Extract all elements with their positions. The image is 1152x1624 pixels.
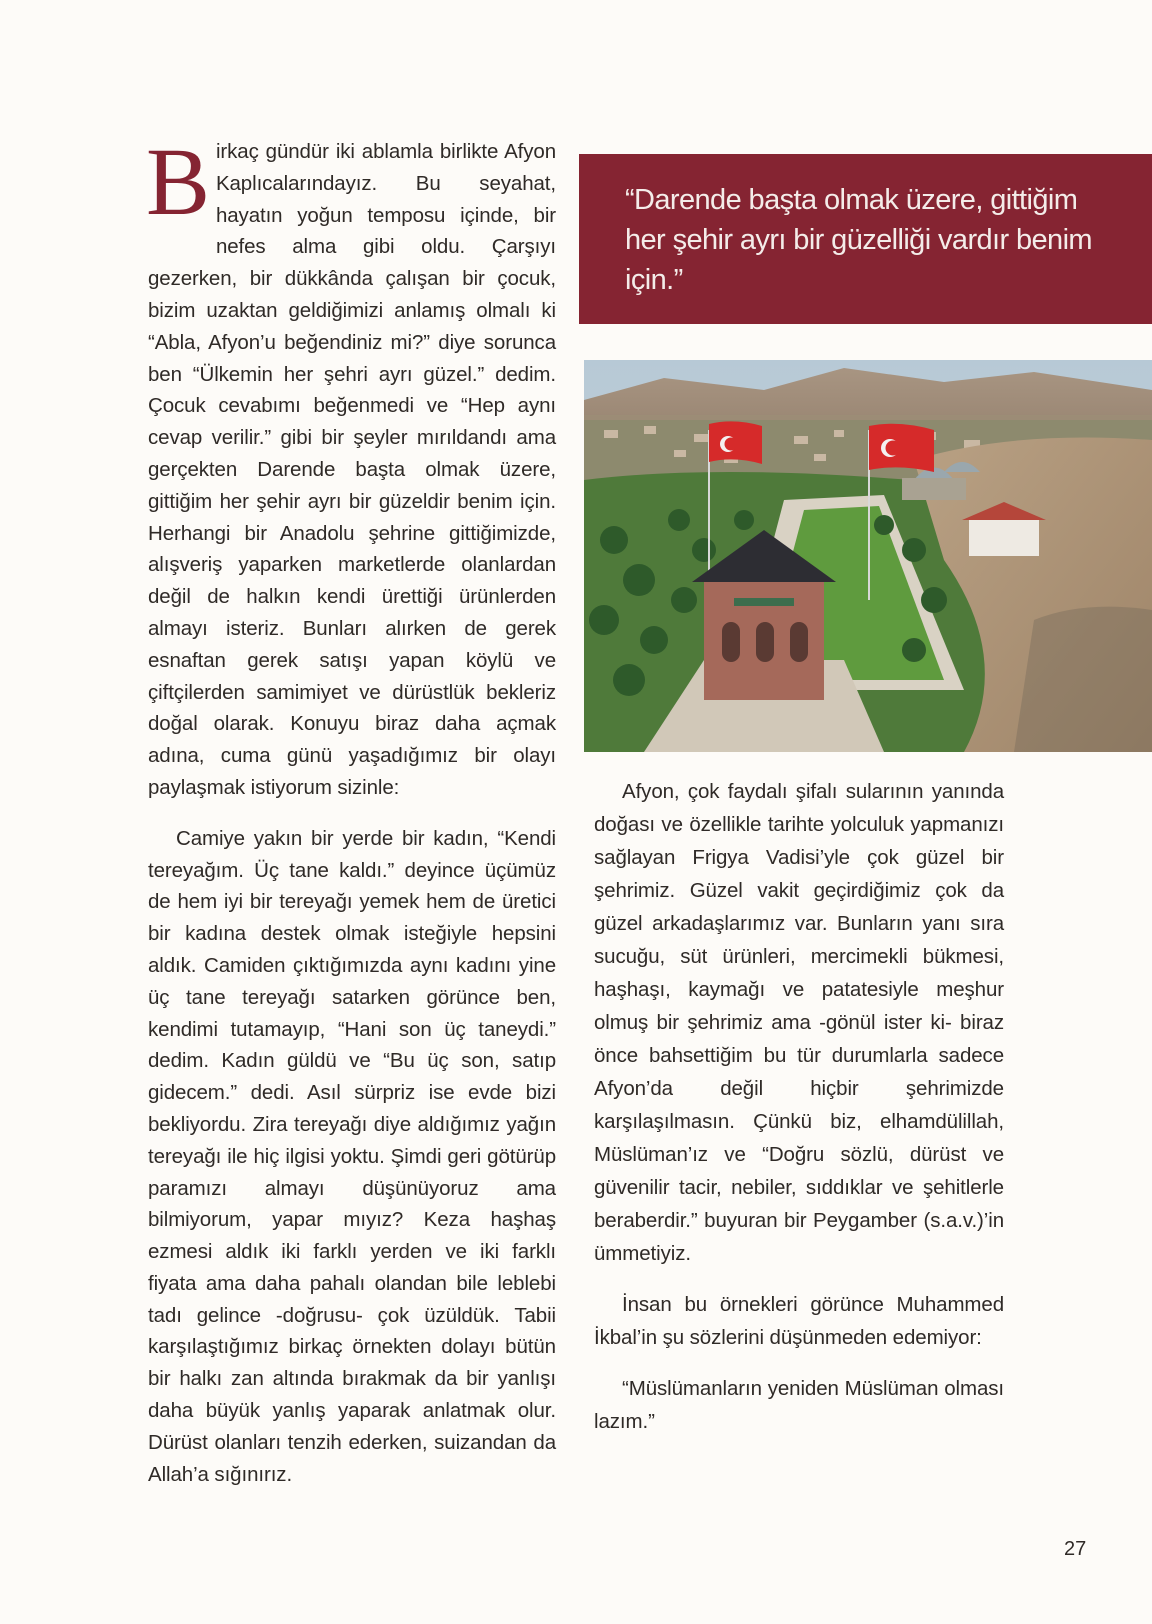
aerial-photo-tomb-complex bbox=[584, 360, 1152, 752]
pull-quote: “Darende başta olmak üzere, gittiğim her şehir ayrı bir güzelliği vardır benim için.” bbox=[625, 184, 1092, 296]
article-paragraph-2: Camiye yakın bir yerde bir kadın, “Kendi tereyağım. Üç tane kaldı.” deyince üçümüz de hem iyi bir tereyağı yemek hem de üretici bir kadına destek olmak isteğiyle hepsini aldık. Camiden çıktığımızda aynı kadını yine üç tane tereyağı satarken görünce ben, kendimi tutamayıp, “Hani son üç taneydi.” dedim. Kadın güldü ve “Bu üç son, satıp gidecem.” dedi. Asıl sürpriz ise evde bizi bekliyordu. Zira tereyağı diye aldığımız yağın tereyağı ile hiç ilgisi yoktu. Şimdi geri götürüp paramızı almayı düşünüyoruz ama bilmiyorum, yapar mıyız? Keza haşhaş ezmesi aldık iki farklı yerden ve iki farklı fiyata ama daha pahalı olandan bile leblebi tadı gelince -doğrusu- çok üzüldük. Tabii karşılaştığımız birkaç örnekten dolayı bütün bir halkı zan altında bırakmak da bir yanlışı daha büyük yanlış yaparak anlatmak olur. Dürüst olanları tenzih ederken, suizandan da Allah’a sığınırız. bbox=[148, 826, 556, 1486]
article-paragraph-5: “Müslümanların yeniden Müslüman olması lazım.” bbox=[594, 1377, 1004, 1433]
article-paragraph-1 bbox=[146, 128, 556, 804]
pull-quote-box bbox=[579, 154, 1152, 324]
right-column bbox=[594, 775, 1004, 1438]
article-paragraph-4: İnsan bu örnekleri görünce Muhammed İkbal’in şu sözlerini düşünmeden edemiyor: bbox=[594, 1293, 1004, 1349]
photo-illustration bbox=[584, 360, 1152, 752]
page-number: 27 bbox=[1064, 1538, 1087, 1560]
article-paragraph-3: Afyon, çok faydalı şifalı sularının yanında doğası ve özellikle tarihte yolculuk yapmanızı sağlayan Frigya Vadisi’yle çok güzel bir şehrimiz. Güzel vakit geçirdiğimiz çok da güzel arkadaşlarımız var. Bunların yanı sıra sucuğu, süt ürünleri, mercimekli bükmesi, haşhaşı, kaymağı ve patatesiyle meşhur olmuş bir şehrimiz ama -gönül ister ki- biraz önce bahsettiğim bu tür durumlarla sadece Afyon’da değil hiçbir şehrimizde karşılaşılmasın. Çünkü biz, elhamdülillah, Müslüman’ız ve “Doğru sözlü, dürüst ve güvenilir tacir, nebiler, sıddıklar ve şehitlerle beraberdir.” buyuran bir Peygamber (s.a.v.)’in ümmetiyiz. bbox=[594, 780, 1004, 1265]
drop-cap: B bbox=[146, 128, 210, 235]
left-column bbox=[146, 128, 556, 1490]
article-paragraph-1-text: irkaç gündür iki ablamla birlikte Afyon Kaplıcalarındayız. Bu seyahat, hayatın yoğun temposu içinde, bir nefes alma gibi oldu. Çarşıyı gezerken, bir dükkânda çalışan bir çocuk, bizim uzaktan geldiğimizi anlamış olmalı ki “Abla, Afyon’u beğendiniz mi?” diye sorunca ben “Ülkemin her şehri ayrı güzel.” dedim. Çocuk cevabımı beğenmedi ve “Hep aynı cevap verilir.” gibi bir şeyler mırıldandı ama gerçekten Darende başta olmak üzere, gittiğim her şehir ayrı bir güzeldir benim için. Herhangi bir Anadolu şehrine gittiğimizde, alışveriş yaparken marketlerde olanlardan değil de halkın kendi ürettiği ürünlerden almayı isteriz. Bunları alırken de gerek esnaftan gerek satışı yapan köylü ve çiftçilerden samimiyet ve dürüstlük bekleriz doğal olarak. Konuyu biraz daha açmak adına, cuma günü yaşadığımız bir olayı paylaşmak istiyorum sizinle: bbox=[148, 140, 556, 799]
